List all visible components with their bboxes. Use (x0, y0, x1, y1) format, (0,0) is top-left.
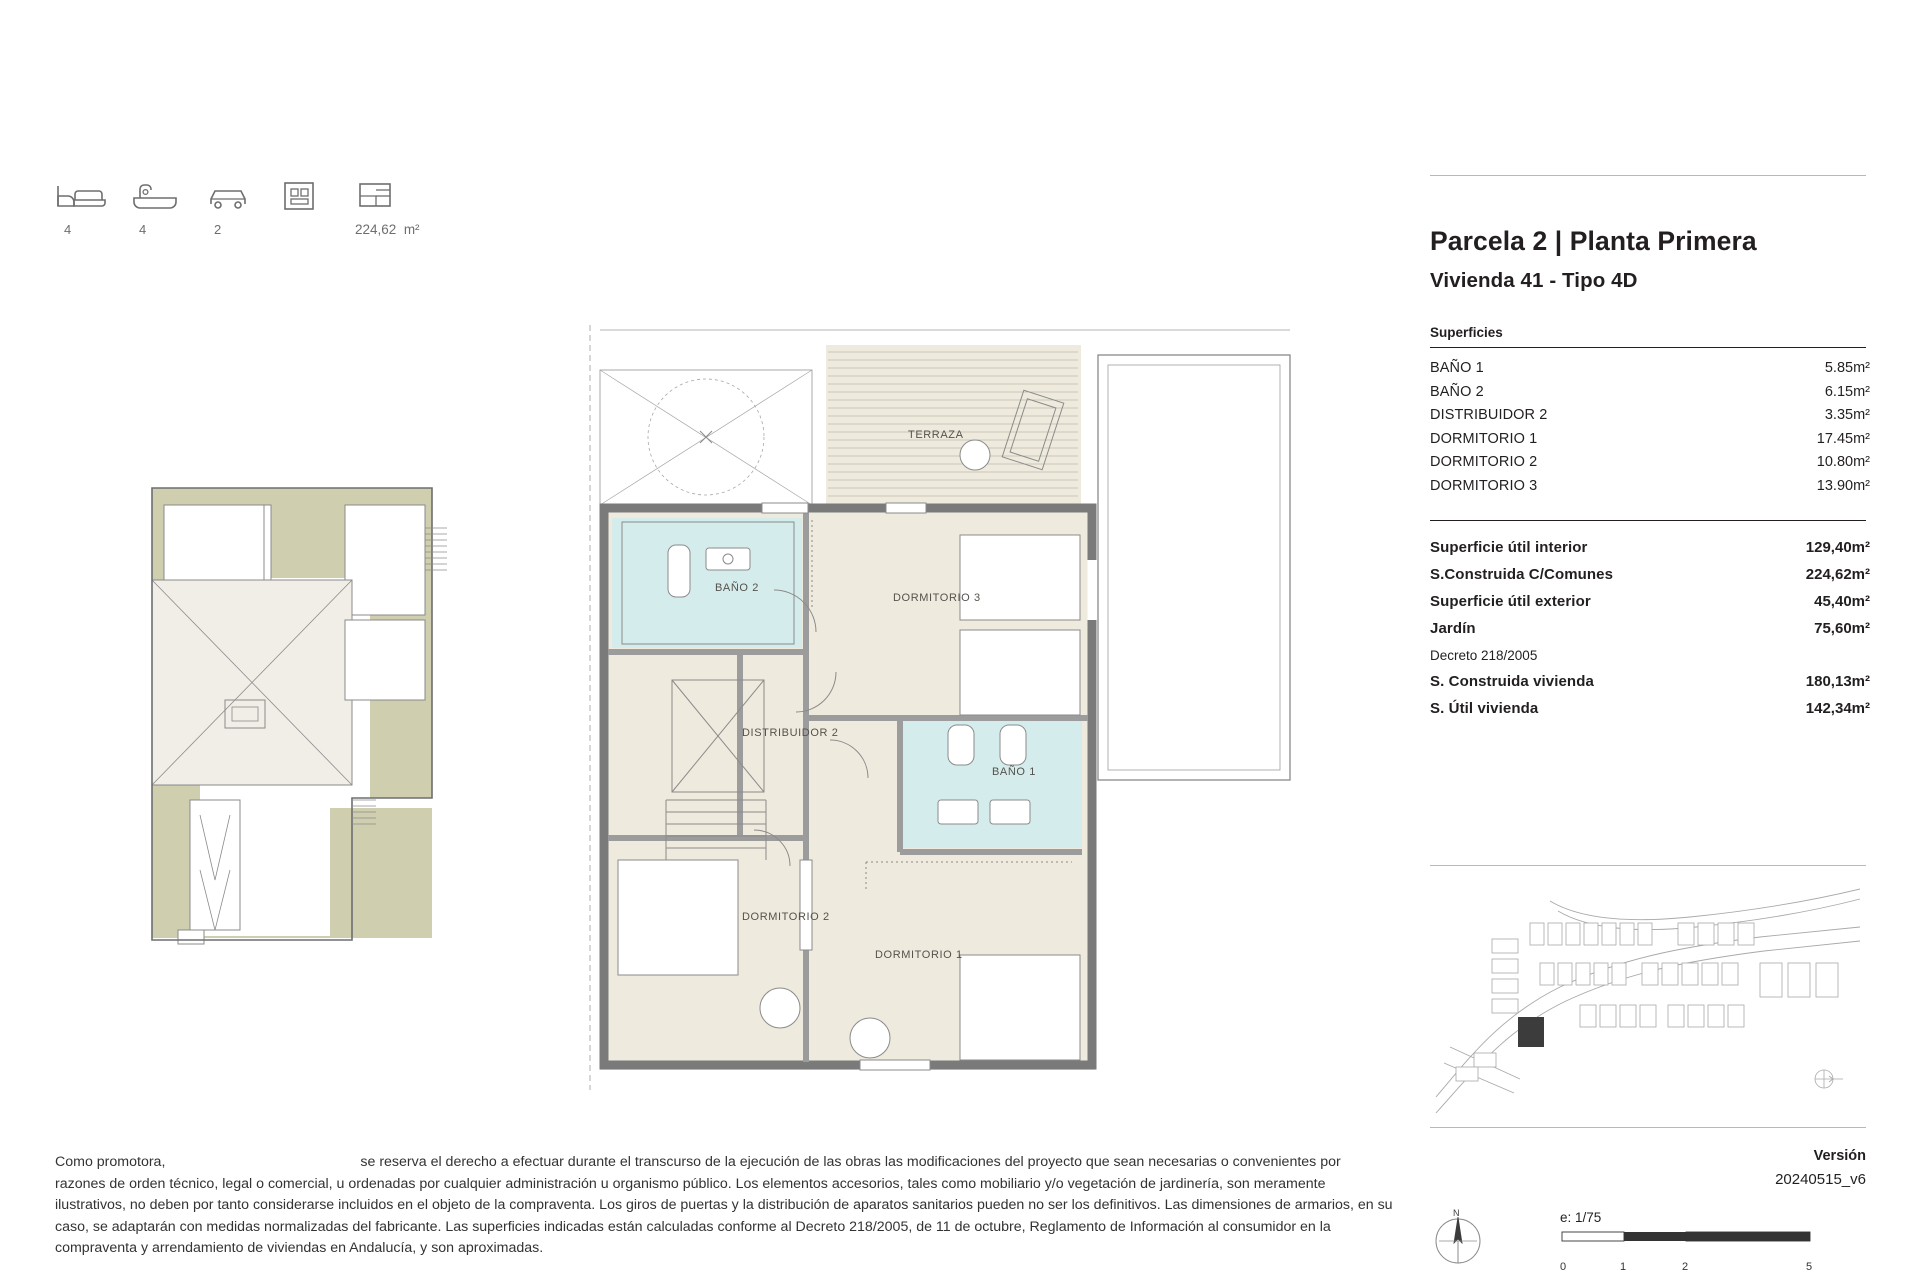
table-row (1430, 668, 1870, 695)
room-label: BAÑO 1 (1430, 360, 1484, 376)
room-label: DORMITORIO 3 (1430, 477, 1538, 494)
total-value: 75,60m² (1814, 620, 1870, 637)
room-value: 6.15m² (1824, 383, 1870, 400)
bathrooms-count: 4 (139, 222, 147, 237)
total-label: Superficie útil exterior (1430, 593, 1591, 610)
table-row (1430, 695, 1870, 722)
decreto-note: Decreto 218/2005 (1430, 648, 1538, 663)
site-plan-icon (1430, 867, 1866, 1125)
table-row (1430, 534, 1870, 561)
room-label: BAÑO 2 (1430, 383, 1484, 400)
room-label: DORMITORIO 1 (1430, 430, 1538, 447)
room-value: 3.35m² (1824, 407, 1870, 423)
scale-tick: 2 (1682, 1261, 1689, 1273)
parking-count: 2 (214, 222, 222, 237)
panel-divider-top (1430, 175, 1866, 176)
scale-tick: 5 (1806, 1261, 1813, 1273)
surfaces-heading: Superficies (1430, 325, 1503, 340)
total-value: 180,13m² (1805, 673, 1870, 690)
page-title: Parcela 2 | Planta Primera (1430, 226, 1757, 256)
version-label: Versión (1813, 1148, 1866, 1164)
label-distribuidor2: DISTRIBUIDOR 2 (742, 727, 839, 739)
room-surface-table (1430, 357, 1870, 498)
room-label: DORMITORIO 2 (1430, 454, 1538, 470)
room-value: 5.85m² (1824, 360, 1870, 376)
room-value: 17.45m² (1816, 430, 1870, 447)
scale-ticks (1560, 1261, 1820, 1275)
total-label: Superficie útil interior (1430, 539, 1588, 556)
totals-divider (1430, 520, 1866, 521)
total-value: 129,40m² (1805, 539, 1870, 556)
total-label: Jardín (1430, 620, 1476, 637)
site-location-map (1430, 865, 1870, 1130)
label-terraza: TERRAZA (908, 429, 964, 441)
site-context-plan (152, 488, 447, 944)
label-bano1: BAÑO 1 (992, 766, 1036, 778)
legal-line1-b: se reserva el derecho a efectuar durante el transcurso de la ejecución de las obras las modificaciones del proyecto que sean (360, 1154, 1145, 1170)
label-dormitorio2: DORMITORIO 2 (742, 911, 830, 923)
scale-tick: 0 (1560, 1261, 1567, 1273)
version-block (1430, 1148, 1866, 1188)
table-row (1430, 404, 1870, 428)
bedrooms-count: 4 (64, 222, 72, 237)
legal-line1-a: Como promotora, (55, 1154, 166, 1170)
scale-bar (1560, 1210, 1880, 1275)
total-value: 45,40m² (1814, 593, 1870, 610)
table-row (1430, 561, 1870, 588)
room-label: DISTRIBUIDOR 2 (1430, 407, 1548, 423)
built-area-unit: m² (403, 222, 420, 237)
table-row (1430, 357, 1870, 381)
room-value: 13.90m² (1816, 477, 1870, 494)
table-row (1430, 615, 1870, 642)
total-value: 224,62m² (1805, 566, 1870, 583)
total-label: S.Construida C/Comunes (1430, 566, 1614, 583)
scale-graphic (1560, 1230, 1830, 1256)
label-bano2: BAÑO 2 (715, 582, 759, 594)
label-dormitorio3: DORMITORIO 3 (893, 592, 981, 604)
totals-table (1430, 534, 1870, 722)
total-value: 142,34m² (1805, 700, 1870, 717)
table-row (1430, 475, 1870, 499)
sitemap-divider-bottom (1430, 1127, 1866, 1128)
scale-label: e: 1/75 (1560, 1210, 1602, 1225)
version-value: 20240515_v6 (1775, 1171, 1866, 1188)
table-row (1430, 428, 1870, 452)
total-label: S. Construida vivienda (1430, 673, 1594, 690)
surfaces-divider (1430, 347, 1866, 348)
sitemap-divider-top (1430, 865, 1866, 866)
page-subtitle: Vivienda 41 - Tipo 4D (1430, 269, 1638, 292)
built-area-number: 224,62 (355, 222, 397, 237)
highlighted-plot (1518, 1017, 1544, 1047)
scale-tick: 1 (1620, 1261, 1627, 1273)
room-value: 10.80m² (1816, 454, 1870, 470)
table-row (1430, 381, 1870, 405)
svg-text:N: N (1453, 1208, 1460, 1218)
label-dormitorio1: DORMITORIO 1 (875, 949, 963, 961)
table-row (1430, 588, 1870, 615)
table-row (1430, 451, 1870, 475)
compass-north-icon (1425, 1205, 1491, 1276)
main-floor-plan (590, 325, 1290, 1090)
legal-disclaimer (55, 1152, 1395, 1260)
total-label: S. Útil vivienda (1430, 700, 1539, 717)
legal-rest: necesarias o convenientes por razones de orden técnico, legal o comercial, u ordenadas por cualquier administración u organismo público. Los elementos accesorios, tales como mobiliario y/o vegetación de jardinería, son meramente ilustrativos, no deben por tanto considerarse incluidos en el objeto de la compraventa. Los giros de puertas y la distribución de aparatos sanitarios pueden no ser los definitivos. Las dimensiones de armarios, en su caso, se adaptarán con medidas normalizadas del fabricante. Las superficies indicadas están calculadas conforme al Decreto 218/2005, de 11 de octubre, Reglamento de Información al consumidor en la compraventa y arrendamiento de viviendas en Andalucía, y son aproximadas. (55, 1154, 1393, 1256)
info-panel (1430, 175, 1870, 722)
